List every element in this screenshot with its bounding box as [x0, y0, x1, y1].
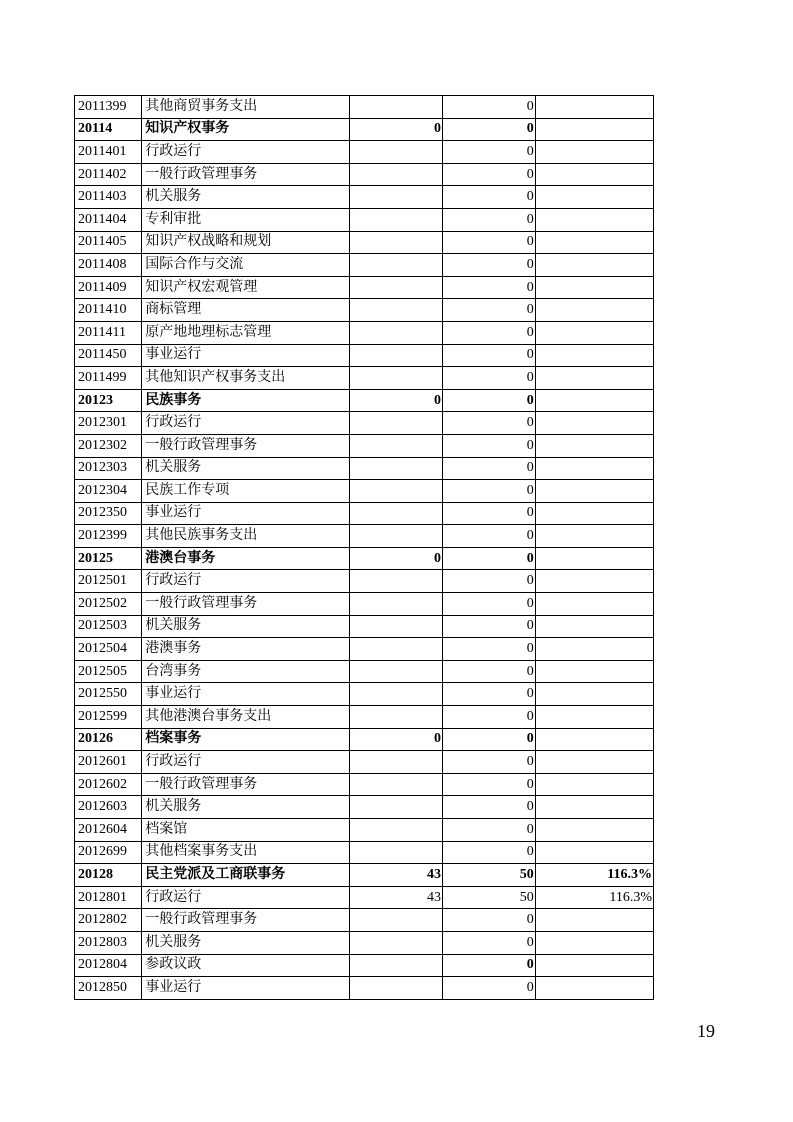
amount-cell-2: 0	[442, 321, 535, 344]
name-cell: 民族事务	[142, 389, 350, 412]
table-row	[75, 977, 654, 1000]
amount-cell-2: 0	[442, 593, 535, 616]
code-cell: 2012804	[75, 954, 142, 977]
table-row	[75, 480, 654, 503]
table-row	[75, 841, 654, 864]
amount-cell-2: 0	[442, 208, 535, 231]
amount-cell-1: 43	[350, 886, 443, 909]
table-row	[75, 299, 654, 322]
code-cell: 2012303	[75, 457, 142, 480]
percent-cell	[535, 321, 653, 344]
name-cell: 参政议政	[142, 954, 350, 977]
name-cell: 知识产权战略和规划	[142, 231, 350, 254]
amount-cell-2: 0	[442, 118, 535, 141]
amount-cell-2: 0	[442, 254, 535, 277]
category-row	[75, 728, 654, 751]
percent-cell	[535, 457, 653, 480]
percent-cell	[535, 909, 653, 932]
code-cell: 2012604	[75, 819, 142, 842]
percent-cell	[535, 525, 653, 548]
amount-cell-1	[350, 299, 443, 322]
code-cell: 2011399	[75, 96, 142, 119]
code-cell: 2012350	[75, 502, 142, 525]
table-row	[75, 367, 654, 390]
amount-cell-1	[350, 480, 443, 503]
table-row	[75, 819, 654, 842]
percent-cell	[535, 547, 653, 570]
percent-cell	[535, 186, 653, 209]
name-cell: 行政运行	[142, 886, 350, 909]
amount-cell-1	[350, 931, 443, 954]
name-cell: 港澳台事务	[142, 547, 350, 570]
amount-cell-1	[350, 276, 443, 299]
percent-cell	[535, 367, 653, 390]
table-row	[75, 254, 654, 277]
percent-cell	[535, 480, 653, 503]
amount-cell-1	[350, 254, 443, 277]
category-row	[75, 547, 654, 570]
table-row	[75, 412, 654, 435]
name-cell: 一般行政管理事务	[142, 773, 350, 796]
table-row	[75, 208, 654, 231]
percent-cell: 116.3%	[535, 886, 653, 909]
amount-cell-2: 0	[442, 931, 535, 954]
amount-cell-2: 0	[442, 819, 535, 842]
amount-cell-1	[350, 96, 443, 119]
name-cell: 事业运行	[142, 683, 350, 706]
amount-cell-1	[350, 660, 443, 683]
name-cell: 行政运行	[142, 570, 350, 593]
name-cell: 台湾事务	[142, 660, 350, 683]
name-cell: 原产地地理标志管理	[142, 321, 350, 344]
code-cell: 2011401	[75, 141, 142, 164]
code-cell: 2012602	[75, 773, 142, 796]
name-cell: 其他民族事务支出	[142, 525, 350, 548]
code-cell: 2011410	[75, 299, 142, 322]
code-cell: 2012802	[75, 909, 142, 932]
table-row	[75, 502, 654, 525]
amount-cell-1	[350, 954, 443, 977]
name-cell: 行政运行	[142, 751, 350, 774]
amount-cell-1	[350, 796, 443, 819]
amount-cell-1	[350, 638, 443, 661]
percent-cell	[535, 412, 653, 435]
amount-cell-2: 0	[442, 683, 535, 706]
code-cell: 2012505	[75, 660, 142, 683]
amount-cell-2: 0	[442, 525, 535, 548]
percent-cell	[535, 977, 653, 1000]
name-cell: 事业运行	[142, 344, 350, 367]
percent-cell	[535, 593, 653, 616]
amount-cell-1	[350, 706, 443, 729]
percent-cell	[535, 344, 653, 367]
amount-cell-1	[350, 525, 443, 548]
table-row	[75, 706, 654, 729]
name-cell: 机关服务	[142, 615, 350, 638]
percent-cell	[535, 299, 653, 322]
table-row	[75, 141, 654, 164]
table-row	[75, 886, 654, 909]
percent-cell	[535, 208, 653, 231]
name-cell: 知识产权宏观管理	[142, 276, 350, 299]
percent-cell	[535, 570, 653, 593]
percent-cell	[535, 502, 653, 525]
table-row	[75, 163, 654, 186]
amount-cell-2: 0	[442, 434, 535, 457]
code-cell: 2011402	[75, 163, 142, 186]
percent-cell	[535, 728, 653, 751]
table-row	[75, 231, 654, 254]
code-cell: 2011409	[75, 276, 142, 299]
amount-cell-2: 0	[442, 367, 535, 390]
code-cell: 20123	[75, 389, 142, 412]
code-cell: 2012503	[75, 615, 142, 638]
amount-cell-2: 50	[442, 886, 535, 909]
percent-cell	[535, 141, 653, 164]
amount-cell-1	[350, 819, 443, 842]
table-row	[75, 593, 654, 616]
name-cell: 其他商贸事务支出	[142, 96, 350, 119]
percent-cell	[535, 660, 653, 683]
percent-cell	[535, 841, 653, 864]
code-cell: 2012301	[75, 412, 142, 435]
amount-cell-1	[350, 367, 443, 390]
code-cell: 2011411	[75, 321, 142, 344]
percent-cell	[535, 276, 653, 299]
table-row	[75, 96, 654, 119]
code-cell: 2012599	[75, 706, 142, 729]
amount-cell-1	[350, 502, 443, 525]
amount-cell-2: 0	[442, 638, 535, 661]
percent-cell	[535, 231, 653, 254]
table-row	[75, 954, 654, 977]
percent-cell	[535, 773, 653, 796]
table-row	[75, 186, 654, 209]
name-cell: 行政运行	[142, 141, 350, 164]
amount-cell-1	[350, 434, 443, 457]
name-cell: 民族工作专项	[142, 480, 350, 503]
table-row	[75, 570, 654, 593]
name-cell: 一般行政管理事务	[142, 909, 350, 932]
name-cell: 国际合作与交流	[142, 254, 350, 277]
table-row	[75, 751, 654, 774]
code-cell: 2011404	[75, 208, 142, 231]
amount-cell-2: 0	[442, 457, 535, 480]
name-cell: 机关服务	[142, 931, 350, 954]
amount-cell-1: 0	[350, 389, 443, 412]
code-cell: 2012399	[75, 525, 142, 548]
amount-cell-2: 0	[442, 841, 535, 864]
amount-cell-2: 0	[442, 954, 535, 977]
amount-cell-2: 0	[442, 796, 535, 819]
percent-cell	[535, 796, 653, 819]
name-cell: 机关服务	[142, 796, 350, 819]
amount-cell-2: 0	[442, 773, 535, 796]
name-cell: 事业运行	[142, 502, 350, 525]
table-row	[75, 909, 654, 932]
amount-cell-1	[350, 773, 443, 796]
name-cell: 一般行政管理事务	[142, 593, 350, 616]
percent-cell	[535, 931, 653, 954]
amount-cell-2: 0	[442, 389, 535, 412]
amount-cell-1	[350, 570, 443, 593]
amount-cell-2: 0	[442, 547, 535, 570]
amount-cell-1	[350, 412, 443, 435]
amount-cell-2: 0	[442, 660, 535, 683]
amount-cell-1	[350, 683, 443, 706]
amount-cell-2: 0	[442, 276, 535, 299]
code-cell: 2012601	[75, 751, 142, 774]
amount-cell-1	[350, 344, 443, 367]
amount-cell-1	[350, 977, 443, 1000]
code-cell: 2012302	[75, 434, 142, 457]
amount-cell-2: 0	[442, 570, 535, 593]
amount-cell-1	[350, 163, 443, 186]
percent-cell	[535, 683, 653, 706]
amount-cell-2: 0	[442, 299, 535, 322]
table-row	[75, 931, 654, 954]
code-cell: 2012502	[75, 593, 142, 616]
amount-cell-2: 0	[442, 909, 535, 932]
name-cell: 民主党派及工商联事务	[142, 864, 350, 887]
budget-table	[74, 95, 654, 1000]
amount-cell-2: 0	[442, 706, 535, 729]
code-cell: 2011403	[75, 186, 142, 209]
amount-cell-2: 0	[442, 412, 535, 435]
category-row	[75, 118, 654, 141]
name-cell: 其他档案事务支出	[142, 841, 350, 864]
amount-cell-1	[350, 841, 443, 864]
name-cell: 档案事务	[142, 728, 350, 751]
amount-cell-2: 0	[442, 96, 535, 119]
amount-cell-1	[350, 231, 443, 254]
amount-cell-1: 43	[350, 864, 443, 887]
amount-cell-2: 0	[442, 751, 535, 774]
amount-cell-1	[350, 208, 443, 231]
name-cell: 事业运行	[142, 977, 350, 1000]
name-cell: 其他知识产权事务支出	[142, 367, 350, 390]
percent-cell	[535, 389, 653, 412]
percent-cell	[535, 96, 653, 119]
name-cell: 知识产权事务	[142, 118, 350, 141]
amount-cell-2: 0	[442, 231, 535, 254]
code-cell: 20126	[75, 728, 142, 751]
name-cell: 专利审批	[142, 208, 350, 231]
amount-cell-2: 50	[442, 864, 535, 887]
percent-cell	[535, 254, 653, 277]
code-cell: 20125	[75, 547, 142, 570]
table-row	[75, 457, 654, 480]
name-cell: 港澳事务	[142, 638, 350, 661]
percent-cell	[535, 819, 653, 842]
code-cell: 2012504	[75, 638, 142, 661]
code-cell: 2012501	[75, 570, 142, 593]
amount-cell-1	[350, 457, 443, 480]
percent-cell	[535, 615, 653, 638]
percent-cell	[535, 751, 653, 774]
code-cell: 2012801	[75, 886, 142, 909]
name-cell: 行政运行	[142, 412, 350, 435]
name-cell: 其他港澳台事务支出	[142, 706, 350, 729]
amount-cell-1	[350, 909, 443, 932]
amount-cell-1	[350, 186, 443, 209]
amount-cell-1	[350, 615, 443, 638]
category-row	[75, 389, 654, 412]
code-cell: 20128	[75, 864, 142, 887]
code-cell: 20114	[75, 118, 142, 141]
amount-cell-2: 0	[442, 480, 535, 503]
name-cell: 一般行政管理事务	[142, 434, 350, 457]
name-cell: 商标管理	[142, 299, 350, 322]
percent-cell	[535, 954, 653, 977]
percent-cell	[535, 434, 653, 457]
amount-cell-2: 0	[442, 728, 535, 751]
percent-cell	[535, 706, 653, 729]
code-cell: 2012850	[75, 977, 142, 1000]
amount-cell-1	[350, 141, 443, 164]
table-row	[75, 525, 654, 548]
code-cell: 2011408	[75, 254, 142, 277]
table-row	[75, 638, 654, 661]
amount-cell-1: 0	[350, 728, 443, 751]
page-number: 19	[697, 1021, 715, 1041]
name-cell: 档案馆	[142, 819, 350, 842]
table-row	[75, 434, 654, 457]
table-row	[75, 683, 654, 706]
amount-cell-2: 0	[442, 163, 535, 186]
amount-cell-1: 0	[350, 547, 443, 570]
name-cell: 一般行政管理事务	[142, 163, 350, 186]
amount-cell-1	[350, 593, 443, 616]
code-cell: 2012803	[75, 931, 142, 954]
code-cell: 2012550	[75, 683, 142, 706]
amount-cell-2: 0	[442, 502, 535, 525]
code-cell: 2012603	[75, 796, 142, 819]
percent-cell: 116.3%	[535, 864, 653, 887]
amount-cell-2: 0	[442, 186, 535, 209]
amount-cell-2: 0	[442, 615, 535, 638]
category-row	[75, 864, 654, 887]
code-cell: 2012304	[75, 480, 142, 503]
name-cell: 机关服务	[142, 457, 350, 480]
amount-cell-1	[350, 751, 443, 774]
table-row	[75, 773, 654, 796]
budget-table-body	[75, 96, 654, 1000]
percent-cell	[535, 163, 653, 186]
code-cell: 2011450	[75, 344, 142, 367]
table-row	[75, 321, 654, 344]
table-row	[75, 276, 654, 299]
percent-cell	[535, 118, 653, 141]
amount-cell-2: 0	[442, 344, 535, 367]
name-cell: 机关服务	[142, 186, 350, 209]
percent-cell	[535, 638, 653, 661]
table-row	[75, 660, 654, 683]
code-cell: 2011499	[75, 367, 142, 390]
amount-cell-2: 0	[442, 141, 535, 164]
amount-cell-2: 0	[442, 977, 535, 1000]
table-row	[75, 796, 654, 819]
table-row	[75, 615, 654, 638]
code-cell: 2011405	[75, 231, 142, 254]
code-cell: 2012699	[75, 841, 142, 864]
table-row	[75, 344, 654, 367]
amount-cell-1	[350, 321, 443, 344]
amount-cell-1: 0	[350, 118, 443, 141]
